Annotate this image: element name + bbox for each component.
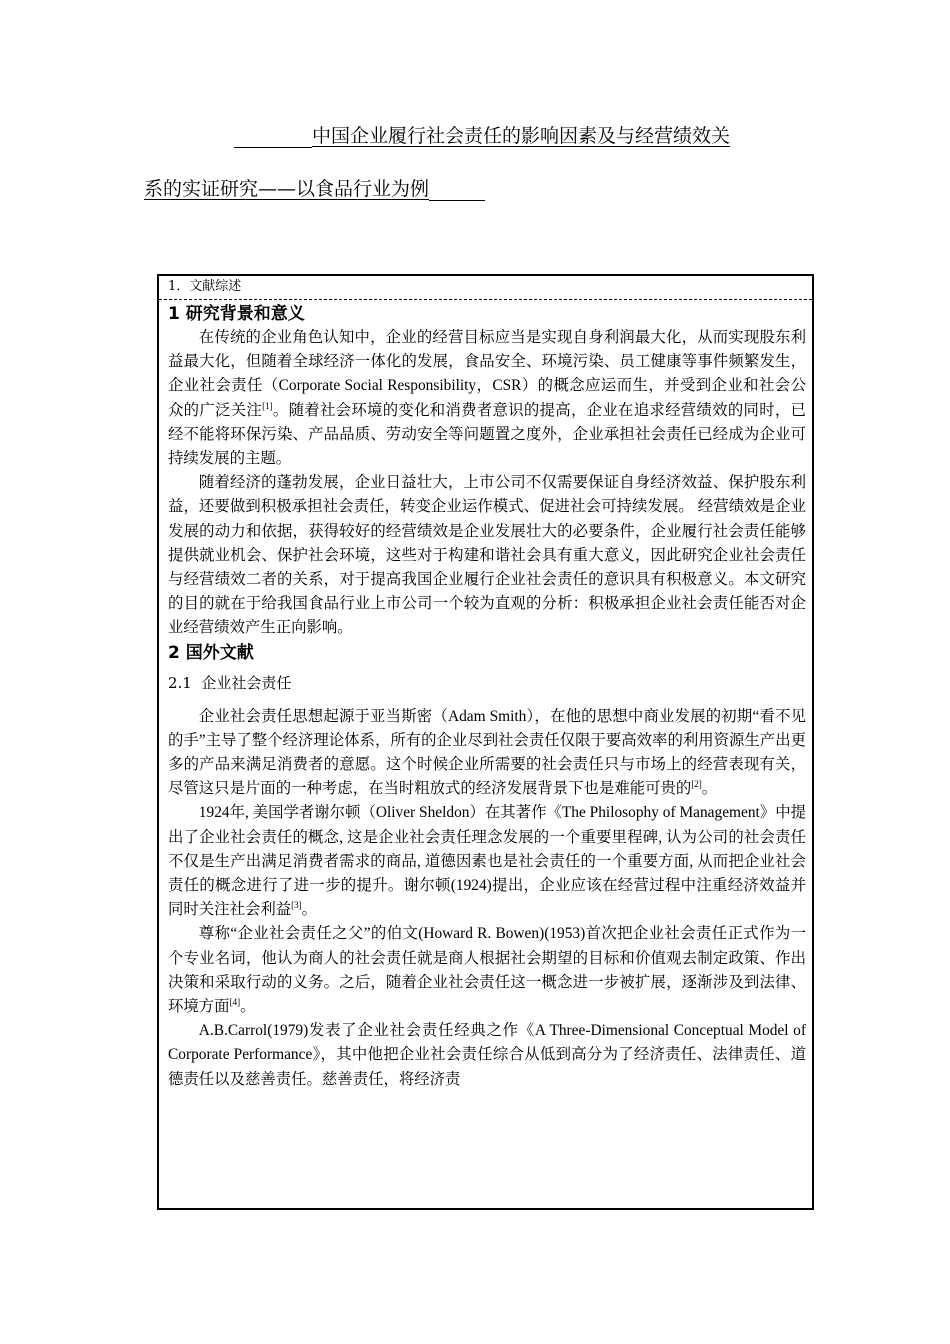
paragraph-text: 。随着社会环境的变化和消费者意识的提高，企业在追求经营绩效的同时，已经不能将环保污染、产品品质、劳动安全等问题置之度外，企业承担社会责任已经成为企业可持续发展的主题。 (168, 401, 806, 468)
paragraph: A.B.Carrol(1979)发表了企业社会责任经典之作《A Three-Dimensional Conceptual Model of Corporate Performance》，其中他把企业社会责任综合从低到高分为了经济责任、法律责任、道德责任以及慈善责任。慈善责任，将经济责 (168, 1022, 806, 1088)
paragraph (168, 922, 806, 1019)
citation-ref: [4] (229, 996, 241, 1007)
title-underline-blank (234, 127, 312, 148)
document-title-line-1 (234, 124, 730, 148)
subsection-heading (168, 671, 806, 695)
citation-ref: [1] (262, 400, 273, 411)
title-text-2: 系的实证研究——以食品行业为例 (144, 178, 430, 200)
paragraph-text: 企业社会责任思想起源于亚当斯密（Adam Smith），在他的思想中商业发展的初期“看不见的手”主导了整个经济理论体系，所有的企业尽到社会责任仅限于要高效率的利用资源生产出更多的产品来满足消费者的意愿。这个时候企业所需要的社会责任只与市场上的经营表现有关，尽管这只是片面的一种考虑，在当时粗放式的经济发展背景下也是难能可贵的 (168, 707, 806, 798)
table-header: 1．文献综述 (159, 276, 812, 300)
section-heading-background: 1 研究背景和意义 (168, 304, 305, 324)
table-content (159, 300, 812, 1092)
paragraph-text: 。 (240, 998, 256, 1016)
paragraph-text: 尊称“企业社会责任之父”的伯文(Howard R. Bowen)(1953)首次把企业社会责任正式作为一个专业名词，他认为商人的社会责任就是商人根据社会期望的目标和价值观去制定政策、作出决策和采取行动的义务。之后，随着企业社会责任这一概念进一步被扩展，逐渐涉及到法律、环境方面 (168, 925, 806, 1016)
paragraph (168, 705, 806, 802)
citation-ref: [3] (291, 900, 302, 911)
subsection-label: 企业社会责任 (201, 673, 292, 692)
citation-ref: [2] (691, 779, 702, 790)
paragraph-text: 。 (701, 780, 718, 798)
section-heading-foreign-literature: 2 国外文献 (168, 642, 254, 663)
paragraph-text: 。 (301, 901, 318, 919)
title-text-1: 中国企业履行社会责任的影响因素及与经营绩效关 (312, 125, 731, 147)
subsection-number: 2.1 (168, 673, 192, 692)
paragraph-text: 1924年, 美国学者谢尔顿（Oliver Sheldon）在其著作《The Philosophy of Management》中提出了企业社会责任的概念, 这是企业社会责任理念发展的一个重要里程碑, 认为公司的社会责任不仅是生产出满足消费者需求的商品, 道德因素也是社会责任的一个重要方面, 从而把企业社会责任的概念进行了进一步的提升。谢尔顿(1924)提出，企业应该在经营过程中注重经济效益并同时关注社会利益 (168, 804, 806, 919)
document-title-line-2 (144, 177, 485, 201)
paragraph: 随着经济的蓬勃发展，企业日益壮大，上市公司不仅需要保证自身经济效益、保护股东利益，还要做到积极承担社会责任，转变企业运作模式、促进社会可持续发展。 经营绩效是企业发展的动力和依据，获得较好的经营绩效是企业发展壮大的必要条件，企业履行社会责任能够提供就业机会、保护社会环境，这些对于构建和谐社会具有重大意义，因此研究企业社会责任与经营绩效二者的关系，对于提高我国企业履行企业社会责任的意识具有积极意义。本文研究的目的就在于给我国食品行业上市公司一个较为直观的分析：积极承担企业社会责任能否对企业经营绩效产生正向影响。 (168, 474, 806, 637)
paragraph (168, 801, 806, 922)
paragraph (168, 326, 806, 471)
literature-review-table (157, 274, 814, 1210)
title-underline-blank (429, 180, 485, 201)
paragraph-text: 在传统的企业角色认知中，企业的经营目标应当是实现自身利润最大化，从而实现股东利益最大化，但随着全球经济一体化的发展，食品安全、环境污染、员工健康等事件频繁发生，企业社会责任（Corporate Social Responsibility，CSR）的概念应运而生，并受到企业和社会公众的广泛关注 (168, 329, 806, 419)
